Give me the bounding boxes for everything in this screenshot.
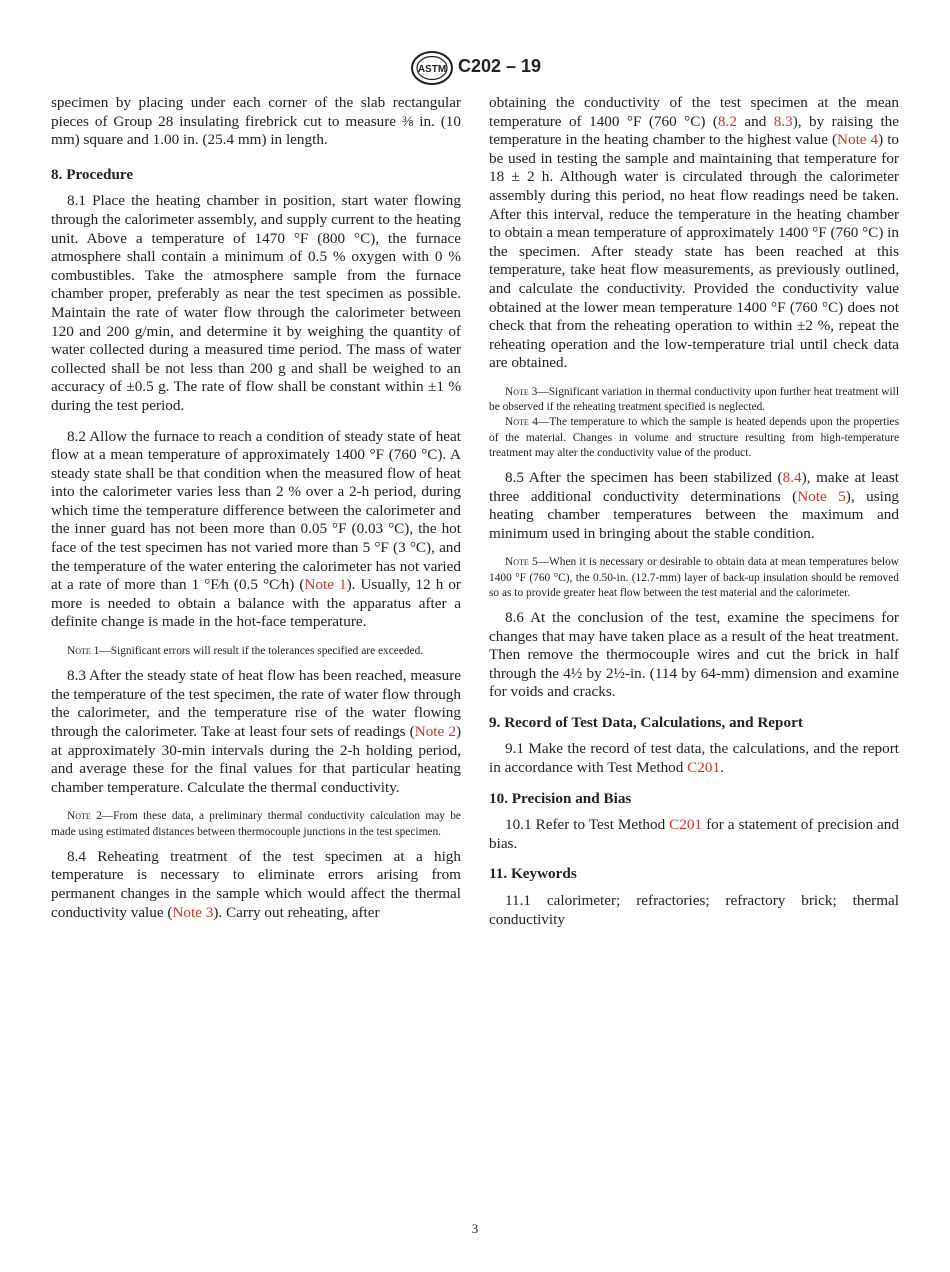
section-8-3-link[interactable]: 8.3	[773, 112, 793, 130]
right-column	[489, 94, 899, 929]
paragraph-8-1: 8.1 Place the heating chamber in position, start water flowing through the calorimeter assembly, and supply current to the heating unit. Above a temperature of 1470 °F (800 °C), the furnace atmosphere shall contain a minimum of 0.5 % oxygen with 0 % combustibles. Take the atmosphere sample from the furnace chamber proper, preferably as near the test specimen as possible. Maintain the rate of water flow through the calorimeter between 120 and 200 g/min, and determine it by weighing the quantity of water collected during a measured time period. The mass of water collected shall be not less than 200 g and shall be weighed to an accuracy of ±0.5 g. The rate of flow shall be constant within ±1 % during the test period.	[51, 192, 461, 414]
svg-text:ASTM: ASTM	[417, 64, 447, 75]
paragraph-9-1: 9.1 Make the record of test data, the calculations, and the report in accordance with Test Method C201.	[489, 740, 899, 777]
note-3: Note 3—Significant variation in thermal conductivity upon further heat treatment will be observed if the reheating treatment specified is neglected.	[489, 385, 899, 414]
note-3-link[interactable]: Note 3	[172, 903, 214, 921]
c201-link[interactable]: C201	[687, 759, 721, 777]
paragraph-8-4: 8.4 Reheating treatment of the test specimen at a high temperature is necessary to eliminate errors arising from permanent changes in the sample which would affect the thermal conductivity value (Note 3). Carry out reheating, after	[51, 847, 461, 921]
paragraph-8-4-continued: obtaining the conductivity of the test specimen at the mean temperature of 1400 °F (760 °C) (8.2 and 8.3), by raising the temperature in the heating chamber to the highest value (Note 4) to be used in testing the sample and maintaining that temperature for 18 ± 2 h. Although water is circulated through the calorimeter assembly during this period, no heat flow readings need be taken. After this interval, reduce the temperature in the heating chamber to obtain a mean temperature of approximately 1400 °F (760 °C) in the specimen. After steady state has been reached at this temperature, take heat flow measurements, as previously outlined, and calculate the conductivity. Provided the conductivity value obtained at the lower mean temperature 1400 °F (760 °C) does not check that from the reheating operation to within ±2 %, repeat the reheating operation and the low-temperature trial until check data are obtained.	[489, 94, 900, 372]
paragraph-11-1: 11.1 calorimeter; refractories; refractory brick; thermal conductivity	[489, 892, 899, 928]
left-column	[51, 94, 461, 922]
astm-logo	[410, 51, 454, 85]
note-5-link[interactable]: Note 5	[797, 487, 846, 505]
note-4: Note 4—The temperature to which the sample is heated depends upon the properties of the material. Changes in volume and structure resulting from high-temperature treatment may alter the conductivity value of the product.	[489, 416, 899, 459]
note-2: Note 2—From these data, a preliminary thermal conductivity calculation may be made using estimated distances between thermocouple junctions in the test specimen.	[51, 810, 461, 838]
paragraph-8-5: 8.5 After the specimen has been stabilized (8.4), make at least three additional conductivity determinations (Note 5), using heating chamber temperatures between the maximum and minimum used in bringing about the stable condition.	[489, 468, 900, 542]
paragraph-continuation: specimen by placing under each corner of the slab rectangular pieces of Group 28 insulating firebrick cut to measure ⅜ in. (10 mm) square and 1.00 in. (25.4 mm) in length.	[51, 94, 461, 149]
note-1-link[interactable]: Note 1	[304, 576, 347, 594]
standard-designation: C202 – 19	[458, 56, 542, 76]
section-heading-precision: 10. Precision and Bias	[489, 789, 632, 807]
paragraph-8-6: 8.6 At the conclusion of the test, examine the specimens for changes that may have taken place as a result of the heat treatment. Then remove the thermocouple wires and cut the brick in half through the 4½ by 2½-in. (114 by 64-mm) dimension and examine for voids and cracks.	[489, 608, 899, 701]
page-header	[0, 51, 950, 85]
c201-link[interactable]: C201	[669, 816, 703, 834]
section-heading-procedure: 8. Procedure	[51, 165, 134, 183]
note-1: Note 1—Significant errors will result if the tolerances specified are exceeded.	[67, 645, 424, 658]
section-8-4-link[interactable]: 8.4	[782, 468, 802, 486]
paragraph-8-2: 8.2 Allow the furnace to reach a condition of steady state of heat flow at a mean temperature of approximately 1400 °F (760 °C). A steady state shall be that condition when the measured flow of heat into the calorimeter varies less than 2 % over a 2-h period, during which time the temperature difference between the calorimeter and the inner guard has not been more than 0.05 °F (0.03 °C), the hot face of the test specimen has not varied more than 5 °F (3 °C), and the temperature of the water entering the calorimeter has not varied at a rate of more than 1 °F⁄h (0.5 °C⁄h) (Note 1). Usually, 12 h or more is needed to obtain a balance with the apparatus after a definite change is made in the hot-face temperature.	[51, 427, 461, 631]
section-8-2-link[interactable]: 8.2	[717, 112, 737, 130]
section-heading-record: 9. Record of Test Data, Calculations, and Report	[489, 713, 803, 731]
paragraph-8-3: 8.3 After the steady state of heat flow has been reached, measure the temperature of the test specimen, the rate of water flow through the calorimeter, and the temperature rise of the water flowing through the calorimeter. Take at least four sets of readings (Note 2) at approximately 30-min intervals during the 2-h holding period, and average these for the final values for that particular heating chamber temperature. Calculate the thermal conductivity.	[51, 667, 461, 796]
section-heading-keywords: 11. Keywords	[489, 865, 577, 883]
note-2-link[interactable]: Note 2	[414, 723, 456, 741]
note-5: Note 5—When it is necessary or desirable to obtain data at mean temperatures below 1400 °F (760 °C), the 0.50-in. (12.7-mm) layer of back-up insulation should be removed so as to provide greater heat flow between the test material and the calorimeter.	[489, 556, 899, 599]
paragraph-10-1: 10.1 Refer to Test Method C201 for a statement of precision and bias.	[489, 816, 899, 852]
page-number: 3	[471, 1221, 479, 1236]
note-4-link[interactable]: Note 4	[837, 131, 879, 149]
